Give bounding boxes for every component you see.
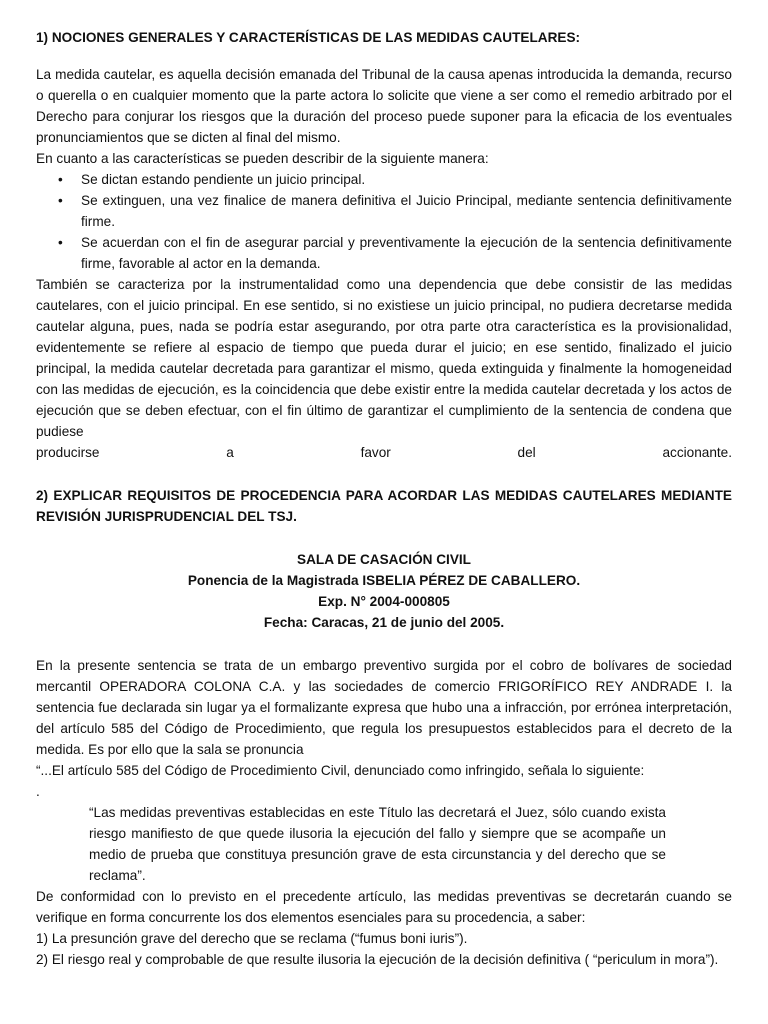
article-585-quote: “Las medidas preventivas establecidas en este Título las decretará el Juez, sólo cuando exista riesgo manifiesto de que quede ilusoria la ejecución del fallo y siempre que se acompañe un medio de prueba que constituya presunción grave de esta circunstancia y del derecho que se reclama”. <box>89 805 666 883</box>
section-2-conclusion: De conformidad con lo previsto en el precedente artículo, las medidas preventivas se decretarán cuando se verifique en forma concurrente los dos elementos esenciales para su procedencia, a saber: <box>36 889 732 925</box>
list-item: • Se extinguen, una vez finalice de manera definitiva el Juicio Principal, mediante sentencia definitivamente firme. <box>36 190 732 232</box>
court-name: SALA DE CASACIÓN CIVIL <box>297 552 471 567</box>
characteristics-list <box>36 169 732 274</box>
requirement-1: 1) La presunción grave del derecho que se reclama (“fumus boni iuris”). <box>36 931 468 946</box>
bullet-icon: • <box>58 193 63 208</box>
requirement-2: 2) El riesgo real y comprobable de que resulte ilusoria la ejecución de la decisión definitiva ( “periculum in mora”). <box>36 952 719 967</box>
list-item: • Se dictan estando pendiente un juicio principal. <box>36 169 732 190</box>
section-1-body: También se caracteriza por la instrumentalidad como una dependencia que debe consistir de las medidas cautelares, con el juicio principal. En ese sentido, si no existiese un juicio principal, no pudiera decretarse medida cautelar alguna, pues, nada se podría estar asegurando, por otra parte otra característica es la provisionalidad, evidentemente se refiere al espacio de tiempo que pueda durar el juicio; en ese sentido, finalizado el juicio principal, la medida cautelar decretada para garantizar el mismo, queda extinguida y finalmente la homogeneidad con las medidas de ejecución, es la coincidencia que debe existir entre la medida cautelar decretada y los actos de ejecución que se deben efectuar, con el fin último de garantizar el cumplimiento de la sentencia de condena que pudiese <box>36 277 732 439</box>
characteristics-lead: En cuanto a las características se pueden describir de la siguiente manera: <box>36 151 489 166</box>
bullet-icon: • <box>58 172 63 187</box>
ponencia: Ponencia de la Magistrada ISBELIA PÉREZ DE CABALLERO. <box>187 573 581 588</box>
bullet-icon: • <box>58 235 63 250</box>
section-1-body-last-line: producirse a favor del accionante. <box>36 445 732 460</box>
stray-dot: . <box>36 784 40 799</box>
section-1-intro: La medida cautelar, es aquella decisión emanada del Tribunal de la causa apenas introducida la demanda, recurso o querella o en cualquier momento que la parte actora lo solicite que viene a ser como el remedio arbitrado por el Derecho para conjurar los riesgos que la duración del proceso puede suponer para la eficacia de los eventuales pronunciamientos que se dicten al final del mismo. <box>36 67 732 145</box>
list-item: • Se acuerdan con el fin de asegurar parcial y preventivamente la ejecución de la sentencia definitivamente firme, favorable al actor en la demanda. <box>36 232 732 274</box>
section-2-heading: 2) EXPLICAR REQUISITOS DE PROCEDENCIA PARA ACORDAR LAS MEDIDAS CAUTELARES MEDIANTE REVISIÓN JURISPRUDENCIAL DEL TSJ. <box>36 488 732 524</box>
expediente-number: Exp. N° 2004-000805 <box>318 594 450 609</box>
section-1-heading: 1) NOCIONES GENERALES Y CARACTERÍSTICAS DE LAS MEDIDAS CAUTELARES: <box>36 30 581 45</box>
quote-intro: “...El artículo 585 del Código de Procedimiento Civil, denunciado como infringido, señala lo siguiente: <box>36 763 645 778</box>
sentence-date: Fecha: Caracas, 21 de junio del 2005. <box>263 615 505 630</box>
section-2-paragraph: En la presente sentencia se trata de un embargo preventivo surgida por el cobro de bolívares de sociedad mercantil OPERADORA COLONA C.A. y las sociedades de comercio FRIGORÍFICO REY ANDRADE I. la sentencia fue declarada sin lugar ya el formalizante expresa que hubo una a infracción, por errónea interpretación, del artículo 585 del Código de Procedimiento, que regula los presupuestos establecidos para el decreto de la medida. Es por ello que la sala se pronuncia <box>36 658 732 757</box>
